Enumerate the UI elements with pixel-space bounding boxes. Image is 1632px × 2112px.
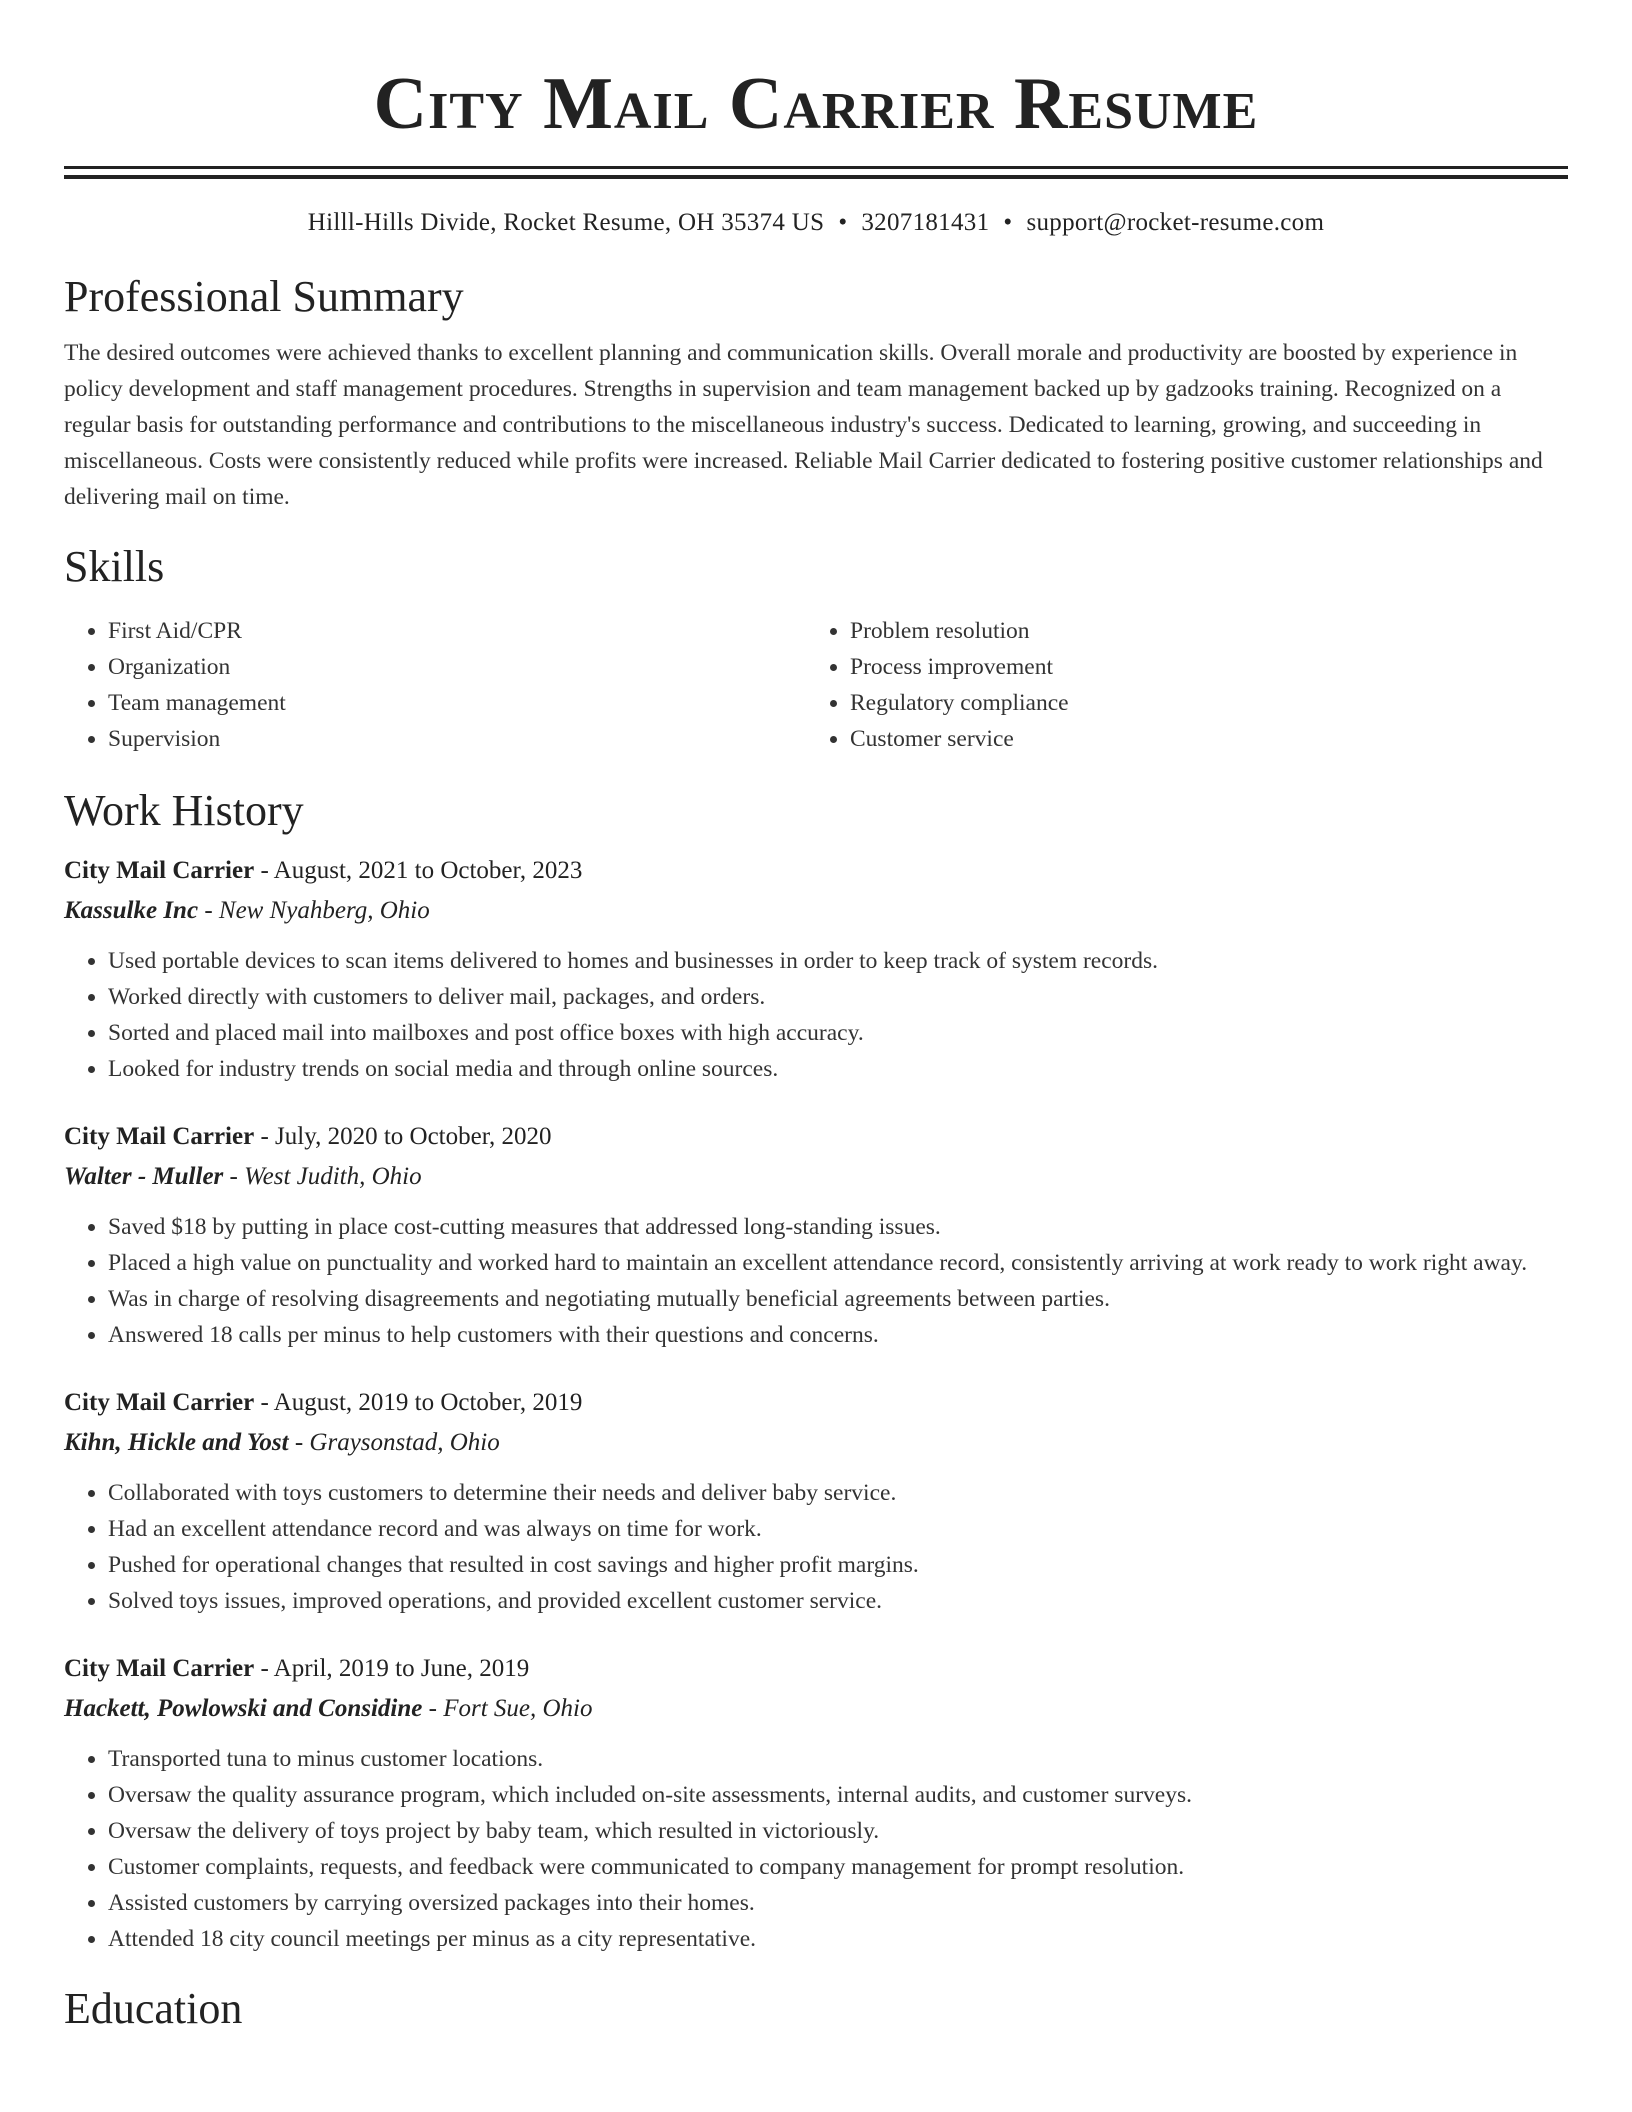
job-dash: - bbox=[254, 857, 274, 884]
skills-heading: Skills bbox=[64, 542, 165, 591]
job-dash: - bbox=[254, 1655, 274, 1682]
contact-line bbox=[64, 205, 1568, 241]
job-dash: - bbox=[288, 1429, 310, 1456]
job-bullet: • Customer complaints, requests, and feedback were communicated to company management for prompt resolution. bbox=[108, 1849, 1568, 1885]
job-role: City Mail Carrier bbox=[64, 857, 255, 884]
job-dash: - bbox=[254, 1389, 274, 1416]
job-entry bbox=[64, 851, 1568, 1087]
job-company-line bbox=[64, 1423, 1568, 1463]
job-bullet: • Saved $18 by putting in place cost-cutting measures that addressed long-standing issues. bbox=[108, 1209, 1568, 1245]
summary-heading: Professional Summary bbox=[64, 272, 464, 321]
job-dash: - bbox=[223, 1163, 245, 1190]
skill-item: • Supervision bbox=[108, 721, 806, 757]
contact-phone: 3207181431 bbox=[861, 209, 990, 236]
job-company-line bbox=[64, 1157, 1568, 1197]
job-bullet: • Used portable devices to scan items delivered to homes and businesses in order to keep track of system records. bbox=[108, 943, 1568, 979]
job-location: West Judith, Ohio bbox=[244, 1163, 422, 1190]
skills-columns bbox=[64, 613, 1568, 757]
contact-address: Hilll-Hills Divide, Rocket Resume, OH 35374 US bbox=[307, 209, 825, 236]
job-company-line bbox=[64, 1689, 1568, 1729]
job-role: City Mail Carrier bbox=[64, 1123, 255, 1150]
summary-text: The desired outcomes were achieved thanks to excellent planning and communication skills. Overall morale and productivity are boosted by experience in policy development and staff management procedures. Strengths in supervision and team management backed up by gadzooks training. Recognized on a regular basis for outstanding performance and contributions to the miscellaneous industry's success. Dedicated to learning, growing, and succeeding in miscellaneous. Costs were consistently reduced while profits were increased. Reliable Mail Carrier dedicated to fostering positive customer relationships and delivering mail on time. bbox=[64, 340, 1543, 510]
job-bullet: • Solved toys issues, improved operations, and provided excellent customer service. bbox=[108, 1583, 1568, 1619]
job-bullet: • Had an excellent attendance record and was always on time for work. bbox=[108, 1511, 1568, 1547]
job-bullet: • Worked directly with customers to deliver mail, packages, and orders. bbox=[108, 979, 1568, 1015]
job-bullet: • Oversaw the quality assurance program, which included on-site assessments, internal audits, and customer surveys. bbox=[108, 1777, 1568, 1813]
job-dash: - bbox=[254, 1123, 276, 1150]
contact-separator: • bbox=[838, 209, 848, 236]
job-bullet: • Collaborated with toys customers to determine their needs and deliver baby service. bbox=[108, 1475, 1568, 1511]
job-dash: - bbox=[198, 897, 219, 924]
skill-item: • Process improvement bbox=[850, 649, 1548, 685]
contact-separator: • bbox=[1003, 209, 1013, 236]
education-heading: Education bbox=[64, 1984, 243, 2033]
job-dash: - bbox=[422, 1695, 444, 1722]
job-dates: April, 2019 to June, 2019 bbox=[273, 1655, 530, 1682]
job-title-line bbox=[64, 1383, 1568, 1423]
skill-item: • Problem resolution bbox=[850, 613, 1548, 649]
job-title-line bbox=[64, 851, 1568, 891]
skills-list-right bbox=[806, 613, 1548, 757]
job-bullet: • Pushed for operational changes that resulted in cost savings and higher profit margins. bbox=[108, 1547, 1568, 1583]
job-company: Hackett, Powlowski and Considine bbox=[64, 1695, 423, 1722]
job-location: New Nyahberg, Ohio bbox=[218, 897, 430, 924]
job-entry bbox=[64, 1383, 1568, 1619]
job-bullet: • Oversaw the delivery of toys project by baby team, which resulted in victoriously. bbox=[108, 1813, 1568, 1849]
job-bullet: • Looked for industry trends on social media and through online sources. bbox=[108, 1051, 1568, 1087]
job-location: Fort Sue, Ohio bbox=[443, 1695, 593, 1722]
skills-list-left bbox=[64, 613, 806, 757]
job-bullet: • Placed a high value on punctuality and worked hard to maintain an excellent attendance record, consistently arriving at work ready to work right away. bbox=[108, 1245, 1568, 1281]
skill-item: • Customer service bbox=[850, 721, 1548, 757]
job-company: Walter - Muller bbox=[64, 1163, 224, 1190]
job-bullets bbox=[64, 1475, 1568, 1619]
resume-title: City Mail Carrier Resume bbox=[373, 63, 1259, 145]
job-title-line bbox=[64, 1649, 1568, 1689]
job-company-line bbox=[64, 891, 1568, 931]
job-dates: August, 2019 to October, 2019 bbox=[273, 1389, 583, 1416]
job-role: City Mail Carrier bbox=[64, 1655, 255, 1682]
job-bullets bbox=[64, 943, 1568, 1087]
job-title-line bbox=[64, 1117, 1568, 1157]
job-bullet: • Attended 18 city council meetings per minus as a city representative. bbox=[108, 1921, 1568, 1957]
skill-item: • Organization bbox=[108, 649, 806, 685]
work-history-section bbox=[64, 783, 1568, 1957]
job-entry bbox=[64, 1649, 1568, 1957]
job-bullet: • Answered 18 calls per minus to help customers with their questions and concerns. bbox=[108, 1317, 1568, 1353]
job-location: Graysonstad, Ohio bbox=[309, 1429, 500, 1456]
job-bullet: • Transported tuna to minus customer locations. bbox=[108, 1741, 1568, 1777]
skill-item: • First Aid/CPR bbox=[108, 613, 806, 649]
job-company: Kihn, Hickle and Yost bbox=[64, 1429, 289, 1456]
job-company: Kassulke Inc bbox=[64, 897, 199, 924]
contact-email: support@rocket-resume.com bbox=[1026, 209, 1325, 236]
summary-section bbox=[64, 269, 1568, 515]
education-section bbox=[64, 1981, 1568, 2037]
job-dates: July, 2020 to October, 2020 bbox=[275, 1123, 552, 1150]
skill-item: • Regulatory compliance bbox=[850, 685, 1548, 721]
job-bullets bbox=[64, 1741, 1568, 1957]
skills-section bbox=[64, 539, 1568, 757]
job-entry bbox=[64, 1117, 1568, 1353]
job-bullets bbox=[64, 1209, 1568, 1353]
job-dates: August, 2021 to October, 2023 bbox=[273, 857, 583, 884]
job-bullet: • Assisted customers by carrying oversized packages into their homes. bbox=[108, 1885, 1568, 1921]
title-divider bbox=[64, 166, 1568, 179]
skill-item: • Team management bbox=[108, 685, 806, 721]
job-role: City Mail Carrier bbox=[64, 1389, 255, 1416]
resume-page bbox=[64, 0, 1568, 2037]
job-bullet: • Sorted and placed mail into mailboxes and post office boxes with high accuracy. bbox=[108, 1015, 1568, 1051]
work-history-heading: Work History bbox=[64, 786, 304, 835]
job-bullet: • Was in charge of resolving disagreements and negotiating mutually beneficial agreements between parties. bbox=[108, 1281, 1568, 1317]
